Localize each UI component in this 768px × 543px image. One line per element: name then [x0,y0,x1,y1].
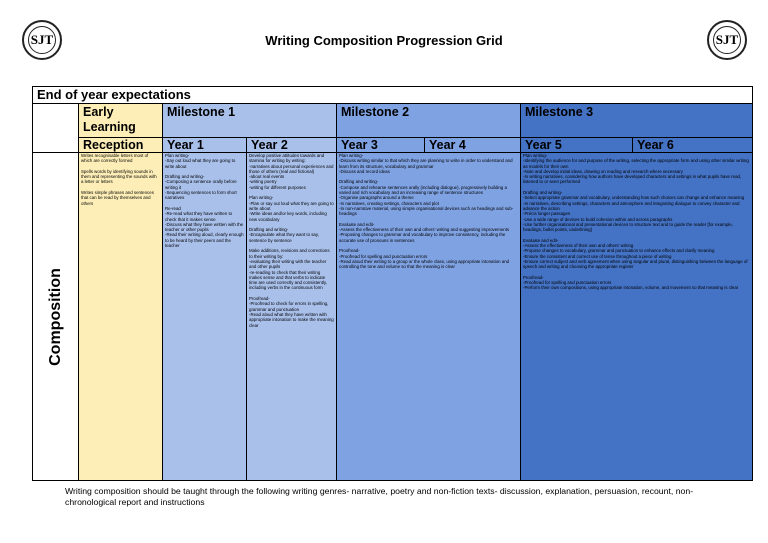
cell-milestone-2: Plan writing- -Discuss writing similar to that which they are planning to write in order to understand and learn from its structure, vocabulary and grammar -Discuss and record ideas Drafting and writing- -Compose and rehearse sentences orally (including dialogue), progressively building a varied and rich vocabulary and an increasing range of sentence structures -Organise paragraphs around a theme -In narratives, creating settings, characters and plot -In non-narrative material, using simple organisational devices such as headings and sub-headings Evaluate and edit- -Assess the effectiveness of their own and others' writing and suggesting improvements -Proposing changes to grammar and vocabulary to improve consistency, including the accurate use of pronouns in sentences Proofread- -Proofread for spelling and punctuation errors -Read aloud their writing to a group or the whole class, using appropriate intonation and controlling the tone and volume so that the meaning is clear [337,153,521,481]
logo-monogram: SJT [713,26,741,54]
row-label-cell [33,153,79,481]
year-reception: Reception [79,138,163,153]
row-label-composition: Composition [46,267,64,366]
page-title: Writing Composition Progression Grid [265,33,503,48]
cell-reception: Writes recognisable letters most of which are correctly formed Spells words by identifying sounds in them and representing the sounds with a letter or letters Writes simple phrases and sentences that can be read by themselves and others [79,153,163,481]
footnote: Writing composition should be taught through the following writing genres- narrative, poetry and non-fiction texts- discussion, explanation, persuasion, recount, non-chronological report and instructions [65,486,694,507]
stage-milestone-3: Milestone 3 [521,104,753,138]
cell-milestone-3: Plan writing- -Identifying the audience for and purpose of the writing, selecting the appropriate form and using other similar writing as models for their own -Note and develop initial ideas, drawing on reading and research where necessary -In writing narratives, considering how authors have developed characters and settings in what pupils have read, listened to or seen performed Drafting and writing- -Select appropriate grammar and vocabulary, understanding how such choices can change and enhance meaning -In narratives, describing settings, characters and atmosphere and integrating dialogue to convey character and advance the action -Précis longer passages -Use a wide range of devices to build cohesion within and across paragraphs -Use further organisational and presentational devices to structure text and to guide the reader [for example, headings, bullet points, underlining] Evaluate and edit- -Assess the effectiveness of their own and others' writing -Propose changes to vocabulary, grammar and punctuation to enhance effects and clarify meaning -Ensure the consistent and correct use of tense throughout a piece of writing -Ensure correct subject and verb agreement when using singular and plural, distinguishing between the language of speech and writing and choosing the appropriate register Proofread- -Proofread for spelling and punctuation errors -Perform their own compositions, using appropriate intonation, volume, and movement so that meaning is clear [521,153,753,481]
year-5: Year 5 [521,138,633,153]
logo-monogram: SJT [28,26,56,54]
stage-early-learning: Early Learning [79,104,163,138]
cell-year-2: Develop positive attitudes towards and stamina for writing by writing: -narratives about personal experiences and those of others (real and fictional) -about real events -writing poetry -writing for different purposes Plan writing- -Plan or say out loud what they are going to write about -Write ideas and/or key words, including new vocabulary Drafting and writing- -Encapsulate what they want to say, sentence by sentence Make additions, revisions and corrections to their writing by: -evaluating their writing with the teacher and other pupils -re-reading to check that their writing makes sense and that verbs to indicate time are used correctly and consistently, including verbs in the continuous form Proofread- -Proofread to check for errors in spelling, grammar and punctuation -Read aloud what they have written with appropriate intonation to make the meaning clear [247,153,337,481]
corner-cell [33,104,79,153]
stage-milestone-1: Milestone 1 [163,104,337,138]
table-heading: End of year expectations [33,87,753,104]
year-4: Year 4 [425,138,521,153]
stage-milestone-2: Milestone 2 [337,104,521,138]
year-3: Year 3 [337,138,425,153]
year-6: Year 6 [633,138,753,153]
year-2: Year 2 [247,138,337,153]
progression-grid [32,86,753,481]
school-logo-right [707,20,747,60]
year-1: Year 1 [163,138,247,153]
cell-year-1: Plan writing- -Say out loud what they are going to write about Drafting and writing- -Composing a sentence orally before writing it -Sequencing sentences to form short narratives Re-read -Re-read what they have written to check that it makes sense -Discuss what they have written with the teacher or other pupils -Read their writing aloud, clearly enough to be heard by their peers and the teacher [163,153,247,481]
